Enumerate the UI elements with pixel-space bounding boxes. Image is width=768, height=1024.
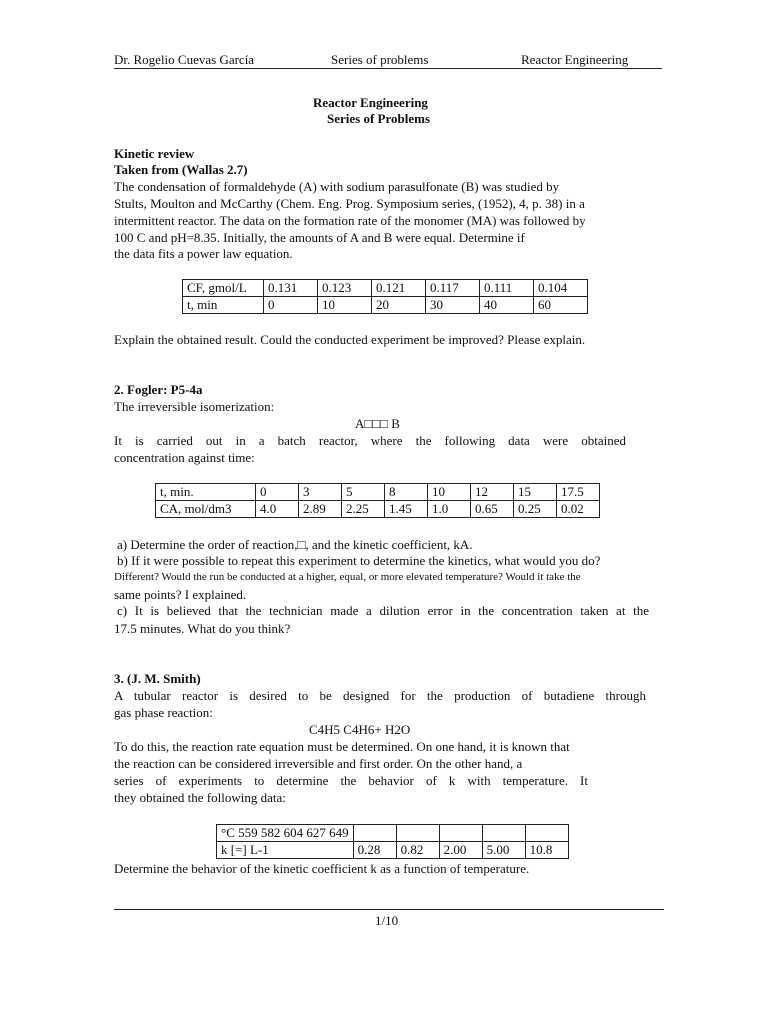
table-cell: 0.02	[557, 501, 600, 518]
table-row-label: CF, gmol/L	[183, 280, 264, 297]
title-line1: Reactor Engineering	[313, 95, 428, 110]
header-series: Series of problems	[331, 52, 429, 67]
section3-heading: 3. (J. M. Smith)	[114, 671, 201, 686]
section1-line: 100 C and pH=8.35. Initially, the amounts of A and B were equal. Determine if	[114, 230, 525, 245]
table-cell: 1.0	[428, 501, 471, 518]
table-row-label: k [=] L-1	[217, 842, 354, 859]
table-cell: 0.82	[396, 842, 439, 859]
section1-source: Taken from (Wallas 2.7)	[114, 162, 248, 177]
table-cell: 0	[256, 484, 299, 501]
section2-reaction: A□□□ B	[355, 416, 400, 431]
header-rule	[114, 68, 662, 69]
section2-question-b: b) If it were possible to repeat this experiment to determine the kinetics, what would you do?	[117, 553, 601, 568]
table-cell: 12	[471, 484, 514, 501]
table-cell: 4.0	[256, 501, 299, 518]
table-cell: 0	[264, 297, 318, 314]
table-cell: 5	[342, 484, 385, 501]
table-cell	[482, 825, 525, 842]
section2-heading: 2. Fogler: P5-4a	[114, 382, 203, 397]
table-cell: 0.104	[534, 280, 588, 297]
table-cell: 2.25	[342, 501, 385, 518]
section2-line: It is carried out in a batch reactor, where the following data were obtained	[114, 433, 626, 448]
section3-line: series of experiments to determine the behavior of k with temperature. It	[114, 773, 588, 788]
table-row-label: t, min	[183, 297, 264, 314]
table-isomerization	[155, 483, 600, 518]
section3-line: A tubular reactor is desired to be designed for the production of butadiene through	[114, 688, 646, 703]
table-row-label: t, min.	[156, 484, 256, 501]
section3-reaction: C4H5 C4H6+ H2O	[309, 722, 411, 737]
section3-line: To do this, the reaction rate equation must be determined. On one hand, it is known that	[114, 739, 570, 754]
section2-question-b: same points? I explained.	[114, 587, 247, 602]
table-cell	[439, 825, 482, 842]
section2-line: concentration against time:	[114, 450, 255, 465]
section2-intro: The irreversible isomerization:	[114, 399, 275, 414]
table-cell: 10.8	[525, 842, 568, 859]
section1-line: Stults, Moulton and McCarthy (Chem. Eng. Prog. Symposium series, (1952), 4, p. 38) in a	[114, 196, 585, 211]
table-cell: 0.121	[372, 280, 426, 297]
table-cell: 2.89	[299, 501, 342, 518]
section2-question-c: c) It is believed that the technician made a dilution error in the concentration taken at the	[117, 603, 649, 618]
table-cell	[396, 825, 439, 842]
title-line2: Series of Problems	[327, 111, 431, 126]
table-cell: 10	[428, 484, 471, 501]
table-row-label: °C 559 582 604 627 649	[217, 825, 354, 842]
section3-line: the reaction can be considered irreversible and first order. On the other hand, a	[114, 756, 523, 771]
table-cell: 5.00	[482, 842, 525, 859]
table-row-label: CA, mol/dm3	[156, 501, 256, 518]
table-cell: 0.28	[353, 842, 396, 859]
table-cell: 0.111	[480, 280, 534, 297]
table-cell: 15	[514, 484, 557, 501]
table-cell: 10	[318, 297, 372, 314]
table-cell: 20	[372, 297, 426, 314]
section1-line: the data fits a power law equation.	[114, 246, 293, 261]
table-cell: 60	[534, 297, 588, 314]
table-cell: 1.45	[385, 501, 428, 518]
section2-question-c: 17.5 minutes. What do you think?	[114, 621, 291, 636]
section1-heading: Kinetic review	[114, 146, 195, 161]
header-subject: Reactor Engineering	[521, 52, 629, 67]
table-cell	[353, 825, 396, 842]
table-formaldehyde	[182, 279, 588, 314]
table-cell: 0.65	[471, 501, 514, 518]
section1-line: The condensation of formaldehyde (A) with sodium parasulfonate (B) was studied by	[114, 179, 560, 194]
section3-line: gas phase reaction:	[114, 705, 213, 720]
section2-question-b: Different? Would the run be conducted at a higher, equal, or more elevated temperature? Would it take the	[114, 571, 581, 583]
table-cell	[525, 825, 568, 842]
table-cell: 2.00	[439, 842, 482, 859]
section3-question: Determine the behavior of the kinetic coefficient k as a function of temperature.	[114, 861, 530, 876]
table-cell: 40	[480, 297, 534, 314]
page-number: 1/10	[375, 913, 399, 928]
footer-rule	[114, 909, 664, 910]
table-cell: 3	[299, 484, 342, 501]
section1-line: intermittent reactor. The data on the formation rate of the monomer (MA) was followed by	[114, 213, 586, 228]
section1-question: Explain the obtained result. Could the conducted experiment be improved? Please explain.	[114, 332, 586, 347]
table-cell: 0.123	[318, 280, 372, 297]
table-cell: 8	[385, 484, 428, 501]
table-cell: 0.117	[426, 280, 480, 297]
header-author: Dr. Rogelio Cuevas García	[114, 52, 255, 67]
table-cell: 17.5	[557, 484, 600, 501]
section2-question-a: a) Determine the order of reaction,□, and the kinetic coefficient, kA.	[117, 537, 473, 552]
table-cell: 0.25	[514, 501, 557, 518]
section3-line: they obtained the following data:	[114, 790, 286, 805]
table-cell: 30	[426, 297, 480, 314]
table-cell: 0.131	[264, 280, 318, 297]
table-butadiene	[216, 824, 569, 859]
